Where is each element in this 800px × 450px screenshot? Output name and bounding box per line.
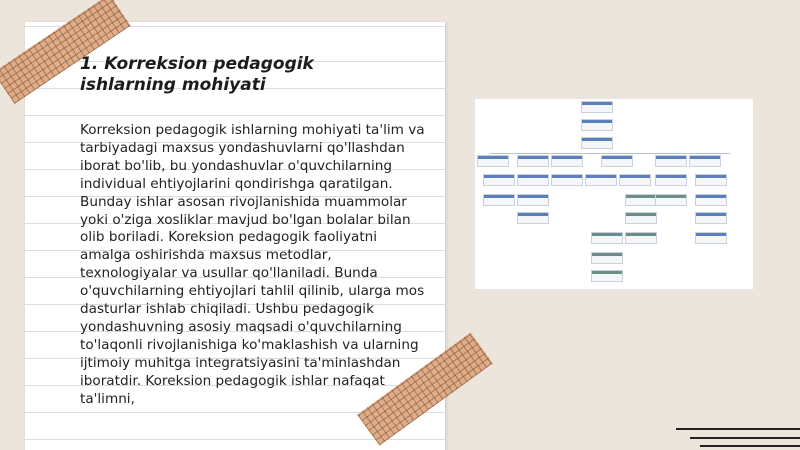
diagram-node [591, 252, 623, 264]
diagram-node [601, 155, 633, 167]
org-chart-diagram-image [474, 98, 754, 290]
diagram-node [581, 119, 613, 131]
diagram-node [477, 155, 509, 167]
diagram-node [551, 155, 583, 167]
diagram-node [625, 194, 657, 206]
diagram-node [655, 174, 687, 186]
diagram-node [517, 174, 549, 186]
diagram-node [517, 194, 549, 206]
diagram-node [695, 174, 727, 186]
diagram-node [655, 155, 687, 167]
diagram-node [625, 212, 657, 224]
diagram-node [517, 212, 549, 224]
slide-title: 1. Korreksion pedagogik ishlarning mohiyati [80, 54, 314, 95]
diagram-node [689, 155, 721, 167]
diagram-node [625, 232, 657, 244]
diagram-node [483, 194, 515, 206]
diagram-connector [490, 153, 730, 154]
diagram-node [517, 155, 549, 167]
diagram-node [591, 270, 623, 282]
decorative-line [676, 428, 800, 430]
diagram-node [585, 174, 617, 186]
slide-body-text: Korreksion pedagogik ishlarning mohiyati ta'lim va tarbiyadagi maxsus yondashuvlarni qo'llashdan iborat bo'lib, bu yondashuvlar o'quvchilarning individual ehtiyojlarini qondirishga qaratilgan. Bunday ishlar asosan rivojlanishida muammolar yoki o'ziga xosliklar mavjud bo'lgan bolalar bilan olib boriladi. Koreksion pedagogik faoliyatni amalga oshirishda maxsus metodlar, texnologiyalar va usullar qo'llaniladi. Bunda o'quvchilarning ehtiyojlari tahlil qilinib, ularga mos dasturlar ishlab chiqiladi. Ushbu pedagogik yondashuvning asosiy maqsadi o'quvchilarning to'laqonli rivojlanishiga ko'maklashish va ularning ijtimoiy muhitga integratsiyasini ta'minlashdan iboratdir. Koreksion pedagogik ishlar nafaqat ta'limni, [80, 122, 425, 407]
diagram-node [551, 174, 583, 186]
diagram-node [619, 174, 651, 186]
diagram-node [695, 232, 727, 244]
decorative-line [700, 445, 800, 447]
diagram-node [695, 212, 727, 224]
diagram-node [695, 194, 727, 206]
diagram-node [483, 174, 515, 186]
diagram-node [591, 232, 623, 244]
diagram-node [655, 194, 687, 206]
diagram-node [581, 101, 613, 113]
diagram-node [581, 137, 613, 149]
decorative-line [690, 437, 800, 439]
